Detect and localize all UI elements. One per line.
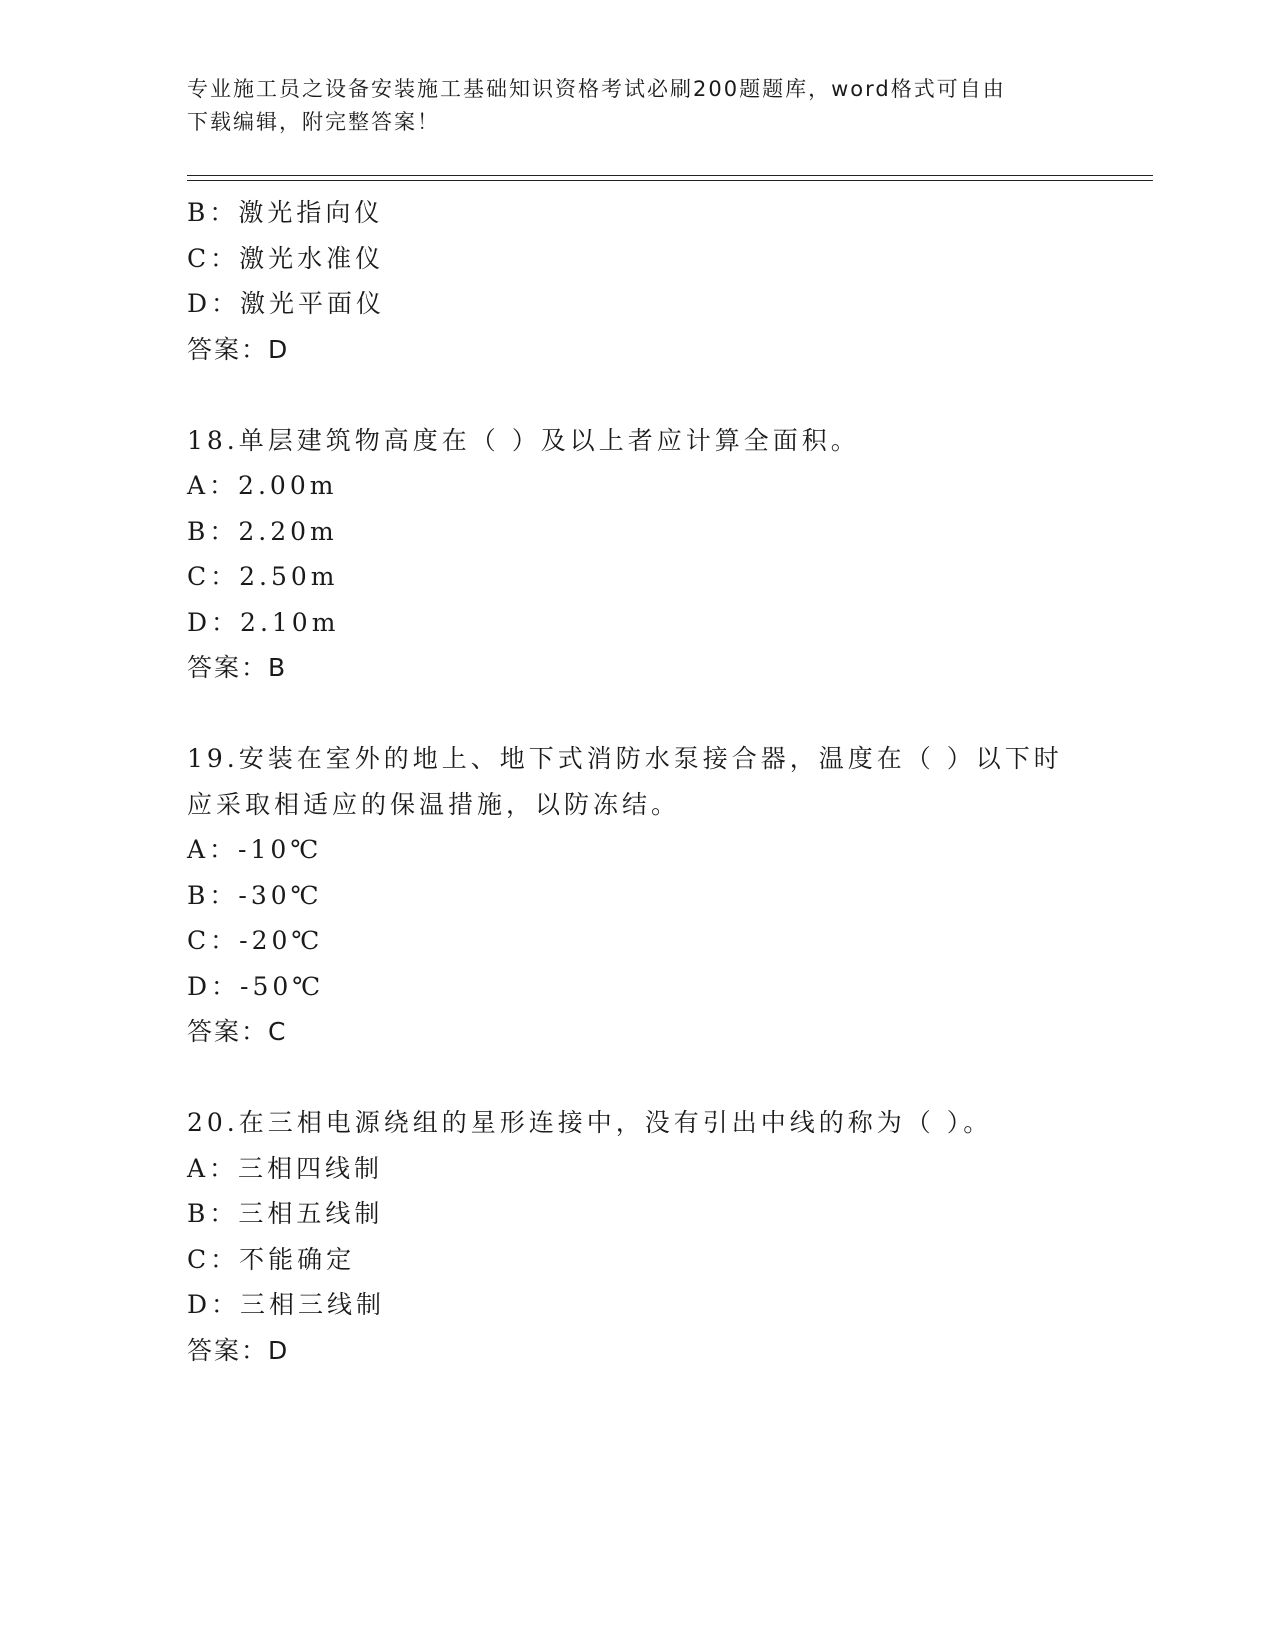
header-title-line-1: 专业施工员之设备安装施工基础知识资格考试必刷200题题库，word格式可自由: [187, 77, 1006, 101]
option-a: A：2.00m: [187, 471, 338, 500]
spacer: [187, 691, 1087, 737]
question-stem: 20.在三相电源绕组的星形连接中，没有引出中线的称为（ ）。: [187, 1108, 993, 1137]
header-divider-bottom: [187, 180, 1153, 181]
option-a: A：三相四线制: [187, 1153, 384, 1183]
option-b: B：三相五线制: [187, 1199, 384, 1228]
option-d: D：激光平面仪: [187, 289, 386, 318]
question-list: [187, 190, 1087, 1373]
answer-line: 答案：D: [187, 1335, 290, 1365]
question-17-continued: [187, 190, 1087, 372]
option-b: B：2.20m: [187, 516, 338, 546]
spacer: [187, 1055, 1087, 1101]
question-stem: 18.单层建筑物高度在（ ）及以上者应计算全面积。: [187, 425, 860, 455]
answer-line: 答案：C: [187, 1017, 288, 1046]
question-stem-line-1: 19.安装在室外的地上、地下式消防水泵接合器，温度在（ ）以下时: [187, 744, 1063, 773]
option-c: C：-20℃: [187, 926, 324, 955]
option-c: C：2.50m: [187, 562, 339, 591]
document-header: [187, 73, 1067, 139]
question-stem-line-2: 应采取相适应的保温措施，以防冻结。: [187, 789, 681, 819]
header-title-line-2: 下载编辑，附完整答案！: [187, 110, 440, 134]
question-20: [187, 1100, 1087, 1373]
option-d: D：2.10m: [187, 607, 340, 637]
option-b: B：激光指向仪: [187, 198, 384, 227]
answer-line: 答案：D: [187, 334, 290, 364]
option-c: C：不能确定: [187, 1244, 356, 1274]
option-d: D：三相三线制: [187, 1290, 386, 1319]
option-b: B：-30℃: [187, 880, 323, 910]
question-18: [187, 418, 1087, 691]
answer-line: 答案：B: [187, 653, 288, 682]
question-19: [187, 736, 1087, 1055]
header-divider-top: [187, 175, 1153, 176]
spacer: [187, 372, 1087, 418]
option-a: A：-10℃: [187, 835, 323, 864]
option-c: C：激光水准仪: [187, 243, 385, 273]
option-d: D：-50℃: [187, 971, 325, 1001]
